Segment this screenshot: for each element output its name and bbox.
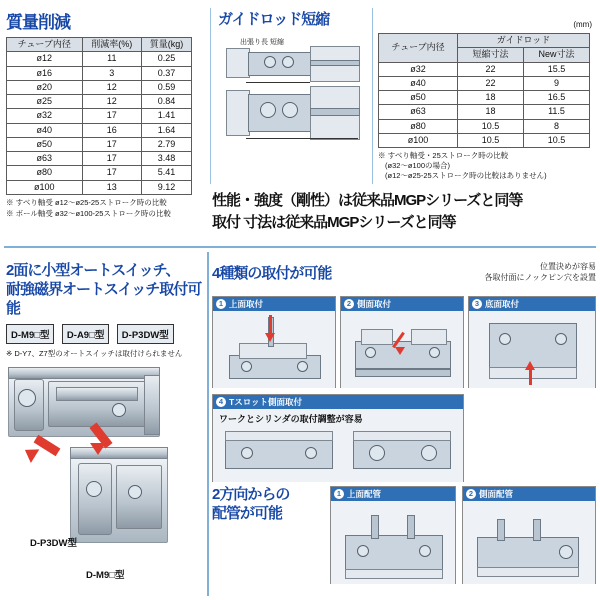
mounting-card-top-body: [213, 311, 335, 388]
cell: ø40: [379, 76, 458, 90]
cell: 5.41: [142, 166, 192, 180]
cell: ø80: [7, 166, 83, 180]
divider-top-vertical-1: [210, 8, 211, 184]
mounting-card-side-body: [341, 311, 463, 388]
table-row: [379, 105, 590, 119]
guide-dimension-section: [378, 20, 592, 181]
card-number-2: 2: [344, 299, 354, 309]
cell: ø40: [7, 123, 83, 137]
piping-title-line-1: 2方向からの: [212, 486, 290, 503]
piping-card-top-header: [331, 487, 455, 501]
cell: ø16: [7, 66, 83, 80]
mass-reduction-section: [6, 8, 202, 219]
guide-th-old: 短縮寸法: [458, 48, 524, 62]
strength-statement: [212, 190, 596, 234]
guide-th-group: ガイドロッド: [458, 34, 590, 48]
mass-th-1: 削減率(%): [82, 38, 142, 52]
cell: ø50: [379, 91, 458, 105]
mounting-card-bottom: [468, 296, 596, 388]
badge-d-m9: D-M9□型: [6, 324, 54, 344]
mounting-card-top: [212, 296, 336, 388]
guide-rod-section: [218, 8, 368, 47]
guide-rod-drawing: [218, 46, 368, 154]
cell: ø50: [7, 137, 83, 151]
cell: ø25: [7, 95, 83, 109]
cell: 2.79: [142, 137, 192, 151]
cell: ø63: [379, 105, 458, 119]
piping-card-side-label: 側面配管: [479, 489, 514, 499]
piping-title-line-2: 配管が可能: [212, 504, 283, 522]
piping-card-side-body: [463, 501, 595, 584]
cell: 10.5: [524, 133, 590, 147]
table-row: [379, 76, 590, 90]
guide-th-bore: チューブ内径: [379, 34, 458, 63]
cell: ø100: [379, 133, 458, 147]
mounting-subtext: [485, 262, 596, 283]
mass-note-1: ※ すべり軸受 ø12～ø25-25ストローク時の比較: [6, 197, 167, 207]
mounting-card-tslot-label: Tスロット側面取付: [229, 397, 303, 407]
cell: 18: [458, 91, 524, 105]
cell: 17: [82, 152, 142, 166]
mounting-card-bottom-header: [469, 297, 595, 311]
cell: 0.84: [142, 95, 192, 109]
cell: 17: [82, 166, 142, 180]
mounting-card-tslot: [212, 394, 464, 482]
badge-d-p3dw: D-P3DW型: [117, 324, 174, 344]
auto-switch-title-line-2: 耐強磁界オートスイッチ取付可能: [6, 280, 202, 317]
cell: 15.5: [524, 62, 590, 76]
mounting-subtext-line-2: 各取付面にノックピン穴を設置: [484, 272, 596, 282]
cell: 17: [82, 137, 142, 151]
cell: 11.5: [524, 105, 590, 119]
table-row: [7, 152, 192, 166]
guide-dimension-table: [378, 33, 590, 148]
piping-card-side: [462, 486, 596, 584]
cell: 12: [82, 80, 142, 94]
mounting-card-side-label: 側面取付: [357, 299, 392, 309]
cell: 10.5: [458, 133, 524, 147]
card-number-3: 3: [472, 299, 482, 309]
guide-rod-title: ガイドロッド短縮: [218, 11, 330, 28]
table-row: [7, 123, 192, 137]
mass-reduction-table: [6, 37, 192, 195]
strength-line-1: 性能・強度（剛性）は従来品MGPシリーズと同等: [212, 192, 523, 209]
piping-number-2: 2: [466, 489, 476, 499]
cell: 3: [82, 66, 142, 80]
mass-th-0: チューブ内径: [7, 38, 83, 52]
mass-reduction-title: 質量削減: [6, 13, 70, 32]
table-row: [379, 133, 590, 147]
cell: 9: [524, 76, 590, 90]
mounting-card-tslot-body: [213, 409, 463, 482]
table-row: [7, 80, 192, 94]
table-row: [7, 180, 192, 194]
cell: 22: [458, 62, 524, 76]
product-photos: [4, 345, 204, 595]
table-row: [7, 137, 192, 151]
divider-top: [4, 246, 596, 248]
table-row: [379, 62, 590, 76]
cell: 17: [82, 109, 142, 123]
piping-number-1: 1: [334, 489, 344, 499]
cell: ø32: [7, 109, 83, 123]
table-row: [7, 166, 192, 180]
table-row: [7, 52, 192, 66]
cell: 3.48: [142, 152, 192, 166]
strength-line-2: 取付 寸法は従来品MGPシリーズと同等: [212, 213, 456, 231]
guide-rod-label: 出張り長 短縮: [240, 39, 284, 46]
cell: 1.41: [142, 109, 192, 123]
table-row: [379, 91, 590, 105]
mounting-card-side-header: [341, 297, 463, 311]
badge-d-a9: D-A9□型: [62, 324, 109, 344]
cell: ø20: [7, 80, 83, 94]
mounting-card-tslot-header: [213, 395, 463, 409]
card-number-1: 1: [216, 299, 226, 309]
mounting-card-bottom-label: 底面取付: [485, 299, 520, 309]
cell: ø100: [7, 180, 83, 194]
cell: 18: [458, 105, 524, 119]
cell: ø12: [7, 52, 83, 66]
callout-arrow-1: [34, 435, 61, 456]
table-row: [379, 119, 590, 133]
mass-th-2: 質量(kg): [142, 38, 192, 52]
piping-card-top-label: 上面配管: [347, 489, 382, 499]
cell: 10.5: [458, 119, 524, 133]
cell: ø80: [379, 119, 458, 133]
mounting-card-side: [340, 296, 464, 388]
divider-top-vertical-2: [372, 8, 373, 184]
mounting-subtext-line-1: 位置決めが容易: [540, 262, 596, 272]
auto-switch-badges: [6, 324, 202, 344]
auto-switch-title: [6, 262, 202, 318]
cell: 1.64: [142, 123, 192, 137]
table-row: [7, 95, 192, 109]
card-number-4: 4: [216, 397, 226, 407]
callout-arrow-head-1: [21, 443, 40, 463]
photo-label-p3dw: D-P3DW型: [30, 538, 77, 549]
mounting-card-tslot-caption: ワークとシリンダの取付調整が容易: [219, 414, 363, 424]
photo-label-m9: D-M9□型: [86, 570, 125, 581]
auto-switch-title-line-1: 2面に小型オートスイッチ、: [6, 262, 180, 279]
callout-arrow-head-2: [90, 443, 106, 455]
cell: 16.5: [524, 91, 590, 105]
mounting-card-top-header: [213, 297, 335, 311]
mounting-title: 4種類の取付が可能: [212, 265, 332, 282]
mounting-section: [212, 262, 596, 283]
divider-mid-vertical: [207, 252, 209, 596]
cell: 0.25: [142, 52, 192, 66]
piping-card-top: [330, 486, 456, 584]
guide-table-unit: (mm): [573, 20, 592, 29]
guide-note-1: ※ すべり軸受・25ストローク時の比較: [378, 151, 509, 160]
cell: ø63: [7, 152, 83, 166]
guide-note-3: (ø12～ø25-25ストローク時の比較はありません): [385, 171, 547, 181]
guide-th-new: New寸法: [524, 48, 590, 62]
cell: 12: [82, 95, 142, 109]
auto-switch-note: ※ D-Y7、Z7型のオートスイッチは取付けられません: [6, 349, 183, 359]
cell: 0.37: [142, 66, 192, 80]
guide-note-2: (ø32～ø100の場合): [385, 161, 451, 171]
piping-title: [212, 486, 292, 524]
mass-note-2: ※ ボール軸受 ø32～ø100-25ストローク時の比較: [6, 208, 171, 218]
piping-card-side-header: [463, 487, 595, 501]
cell: 16: [82, 123, 142, 137]
cell: 9.12: [142, 180, 192, 194]
cell: ø32: [379, 62, 458, 76]
cell: 11: [82, 52, 142, 66]
cell: 13: [82, 180, 142, 194]
cell: 22: [458, 76, 524, 90]
mounting-card-bottom-body: [469, 311, 595, 388]
cell: 0.59: [142, 80, 192, 94]
mounting-card-top-label: 上面取付: [229, 299, 264, 309]
table-row: [7, 109, 192, 123]
table-row: [7, 66, 192, 80]
piping-card-top-body: [331, 501, 455, 584]
cell: 8: [524, 119, 590, 133]
